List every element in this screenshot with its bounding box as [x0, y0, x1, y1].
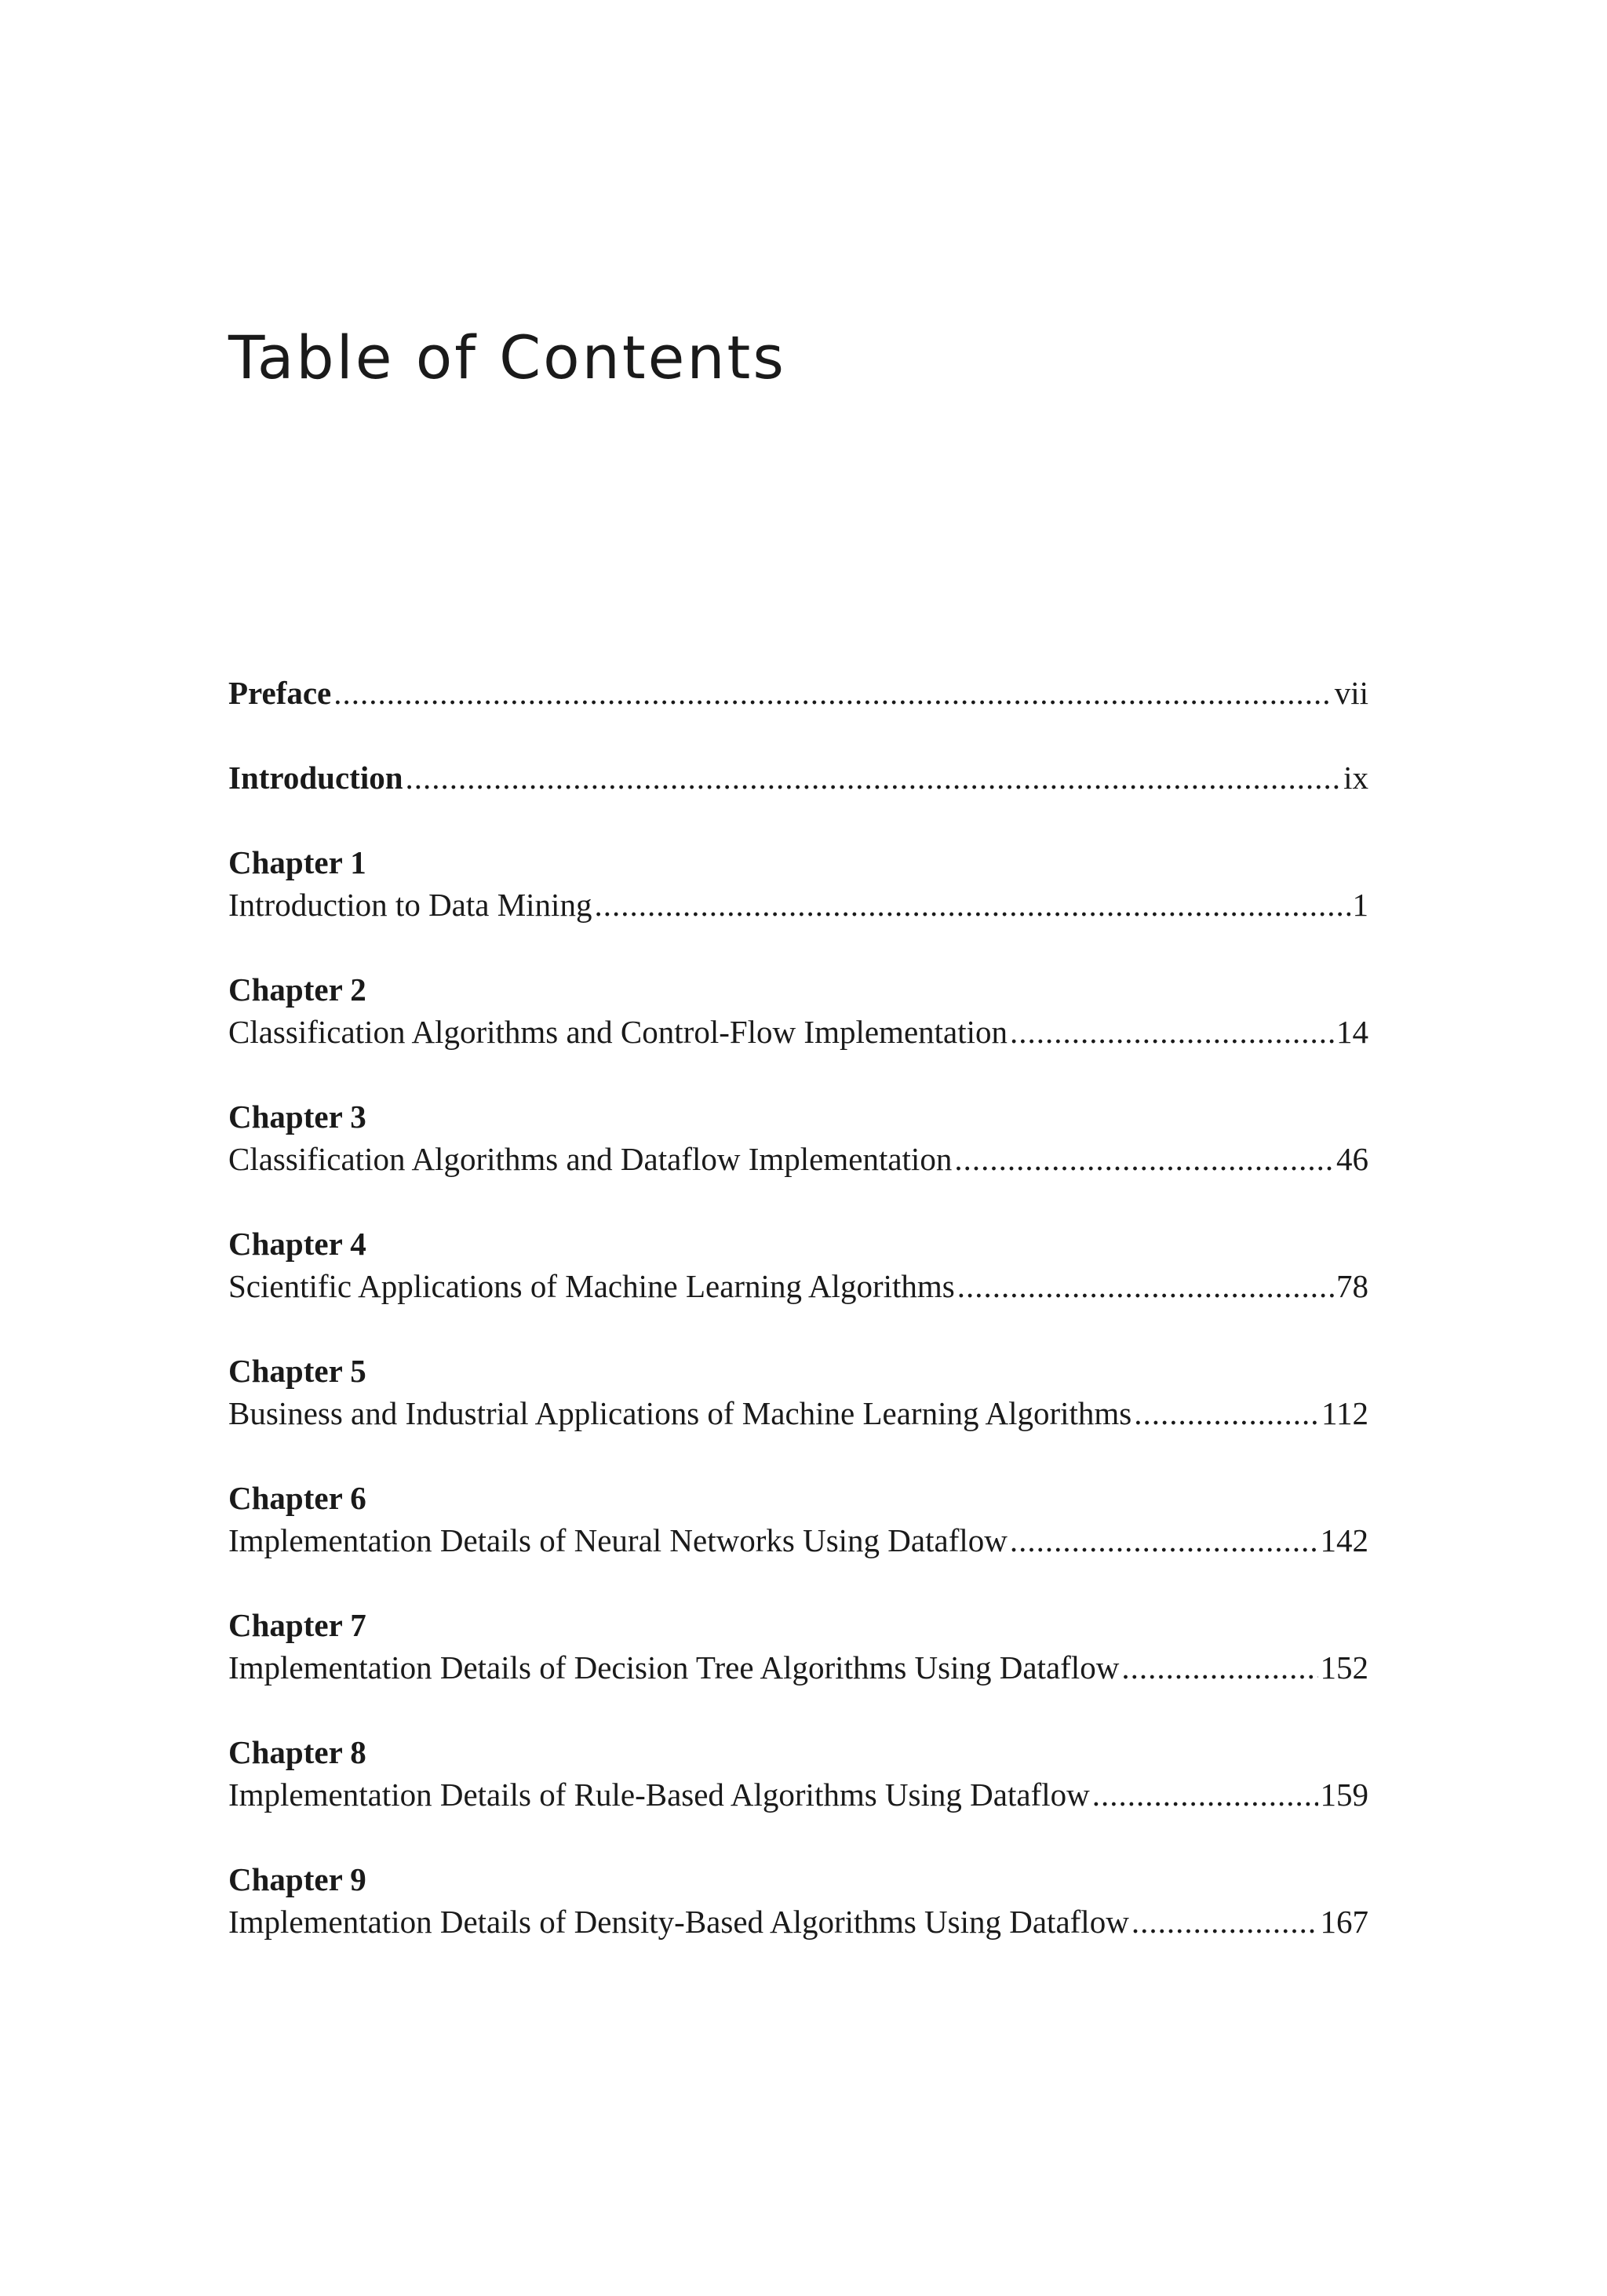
- toc-entry-page: vii: [1334, 675, 1368, 711]
- chapter-label: Chapter 3: [228, 1099, 366, 1135]
- dot-leader: [1092, 1773, 1318, 1816]
- toc-chapter-9[interactable]: [228, 1858, 1368, 1943]
- toc-entry-line: [228, 884, 1368, 926]
- toc-entry-line: [228, 1138, 1368, 1180]
- toc-entry-line: [228, 1519, 1368, 1562]
- toc-entry-title: Implementation Details of Density-Based Algorithms Using Dataflow: [228, 1904, 1129, 1940]
- toc-entry-page: 167: [1320, 1904, 1368, 1940]
- toc-entry-page: 142: [1320, 1522, 1368, 1558]
- toc-entry-page: ix: [1343, 760, 1368, 796]
- dot-leader: [1131, 1901, 1318, 1943]
- dot-leader: [406, 756, 1342, 799]
- toc-entry-title: Business and Industrial Applications of Machine Learning Algorithms: [228, 1395, 1132, 1431]
- toc-entry-page: 78: [1336, 1268, 1368, 1304]
- chapter-label: Chapter 8: [228, 1734, 366, 1770]
- toc-entry-page: 112: [1321, 1395, 1368, 1431]
- toc-chapter-2[interactable]: [228, 968, 1368, 1053]
- toc-chapter-8[interactable]: [228, 1731, 1368, 1816]
- toc-entry-title: Classification Algorithms and Dataflow Implementation: [228, 1141, 953, 1177]
- chapter-label: Chapter 2: [228, 971, 366, 1008]
- toc-entry-page: 159: [1320, 1777, 1368, 1813]
- toc-entry-line: [228, 1646, 1368, 1689]
- toc-entry-line: [228, 1265, 1368, 1307]
- dot-leader: [333, 672, 1332, 714]
- toc-entry-title: Scientific Applications of Machine Learning Algorithms: [228, 1268, 955, 1304]
- toc-entry-page: 152: [1320, 1649, 1368, 1686]
- toc-entry-line: [228, 1773, 1368, 1816]
- toc-entry-title: Implementation Details of Rule-Based Algorithms Using Dataflow: [228, 1777, 1090, 1813]
- chapter-label: Chapter 7: [228, 1607, 366, 1643]
- dot-leader: [1134, 1392, 1319, 1434]
- toc-chapter-6[interactable]: [228, 1477, 1368, 1562]
- toc-entry-line: [228, 1011, 1368, 1053]
- chapter-label: Chapter 9: [228, 1861, 366, 1897]
- toc-list: [228, 672, 1368, 1985]
- toc-entry-title: Preface: [228, 675, 332, 711]
- chapter-label: Chapter 4: [228, 1226, 366, 1262]
- dot-leader: [957, 1265, 1334, 1307]
- dot-leader: [954, 1138, 1334, 1180]
- toc-chapter-7[interactable]: [228, 1604, 1368, 1689]
- toc-entry-line: [228, 1901, 1368, 1943]
- toc-entry-title: Introduction to Data Mining: [228, 887, 592, 923]
- toc-entry-preface[interactable]: [228, 672, 1368, 714]
- toc-chapter-5[interactable]: [228, 1350, 1368, 1434]
- toc-entry-page: 1: [1352, 887, 1368, 923]
- toc-entry-introduction[interactable]: [228, 756, 1368, 799]
- dot-leader: [1010, 1519, 1318, 1562]
- chapter-label: Chapter 6: [228, 1480, 366, 1516]
- dot-leader: [1010, 1011, 1334, 1053]
- toc-entry-title: Implementation Details of Neural Networks Using Dataflow: [228, 1522, 1008, 1558]
- page-title: Table of Contents: [228, 323, 786, 392]
- toc-entry-page: 46: [1336, 1141, 1368, 1177]
- toc-entry-title: Introduction: [228, 760, 403, 796]
- toc-entry-title: Implementation Details of Decision Tree Algorithms Using Dataflow: [228, 1649, 1120, 1686]
- chapter-label: Chapter 5: [228, 1353, 366, 1389]
- toc-entry-line: [228, 1392, 1368, 1434]
- chapter-label: Chapter 1: [228, 844, 366, 880]
- toc-chapter-4[interactable]: [228, 1223, 1368, 1307]
- toc-entry-page: 14: [1336, 1014, 1368, 1050]
- toc-chapter-1[interactable]: [228, 841, 1368, 926]
- toc-chapter-3[interactable]: [228, 1095, 1368, 1180]
- dot-leader: [594, 884, 1350, 926]
- dot-leader: [1121, 1646, 1317, 1689]
- toc-entry-title: Classification Algorithms and Control-Flow Implementation: [228, 1014, 1008, 1050]
